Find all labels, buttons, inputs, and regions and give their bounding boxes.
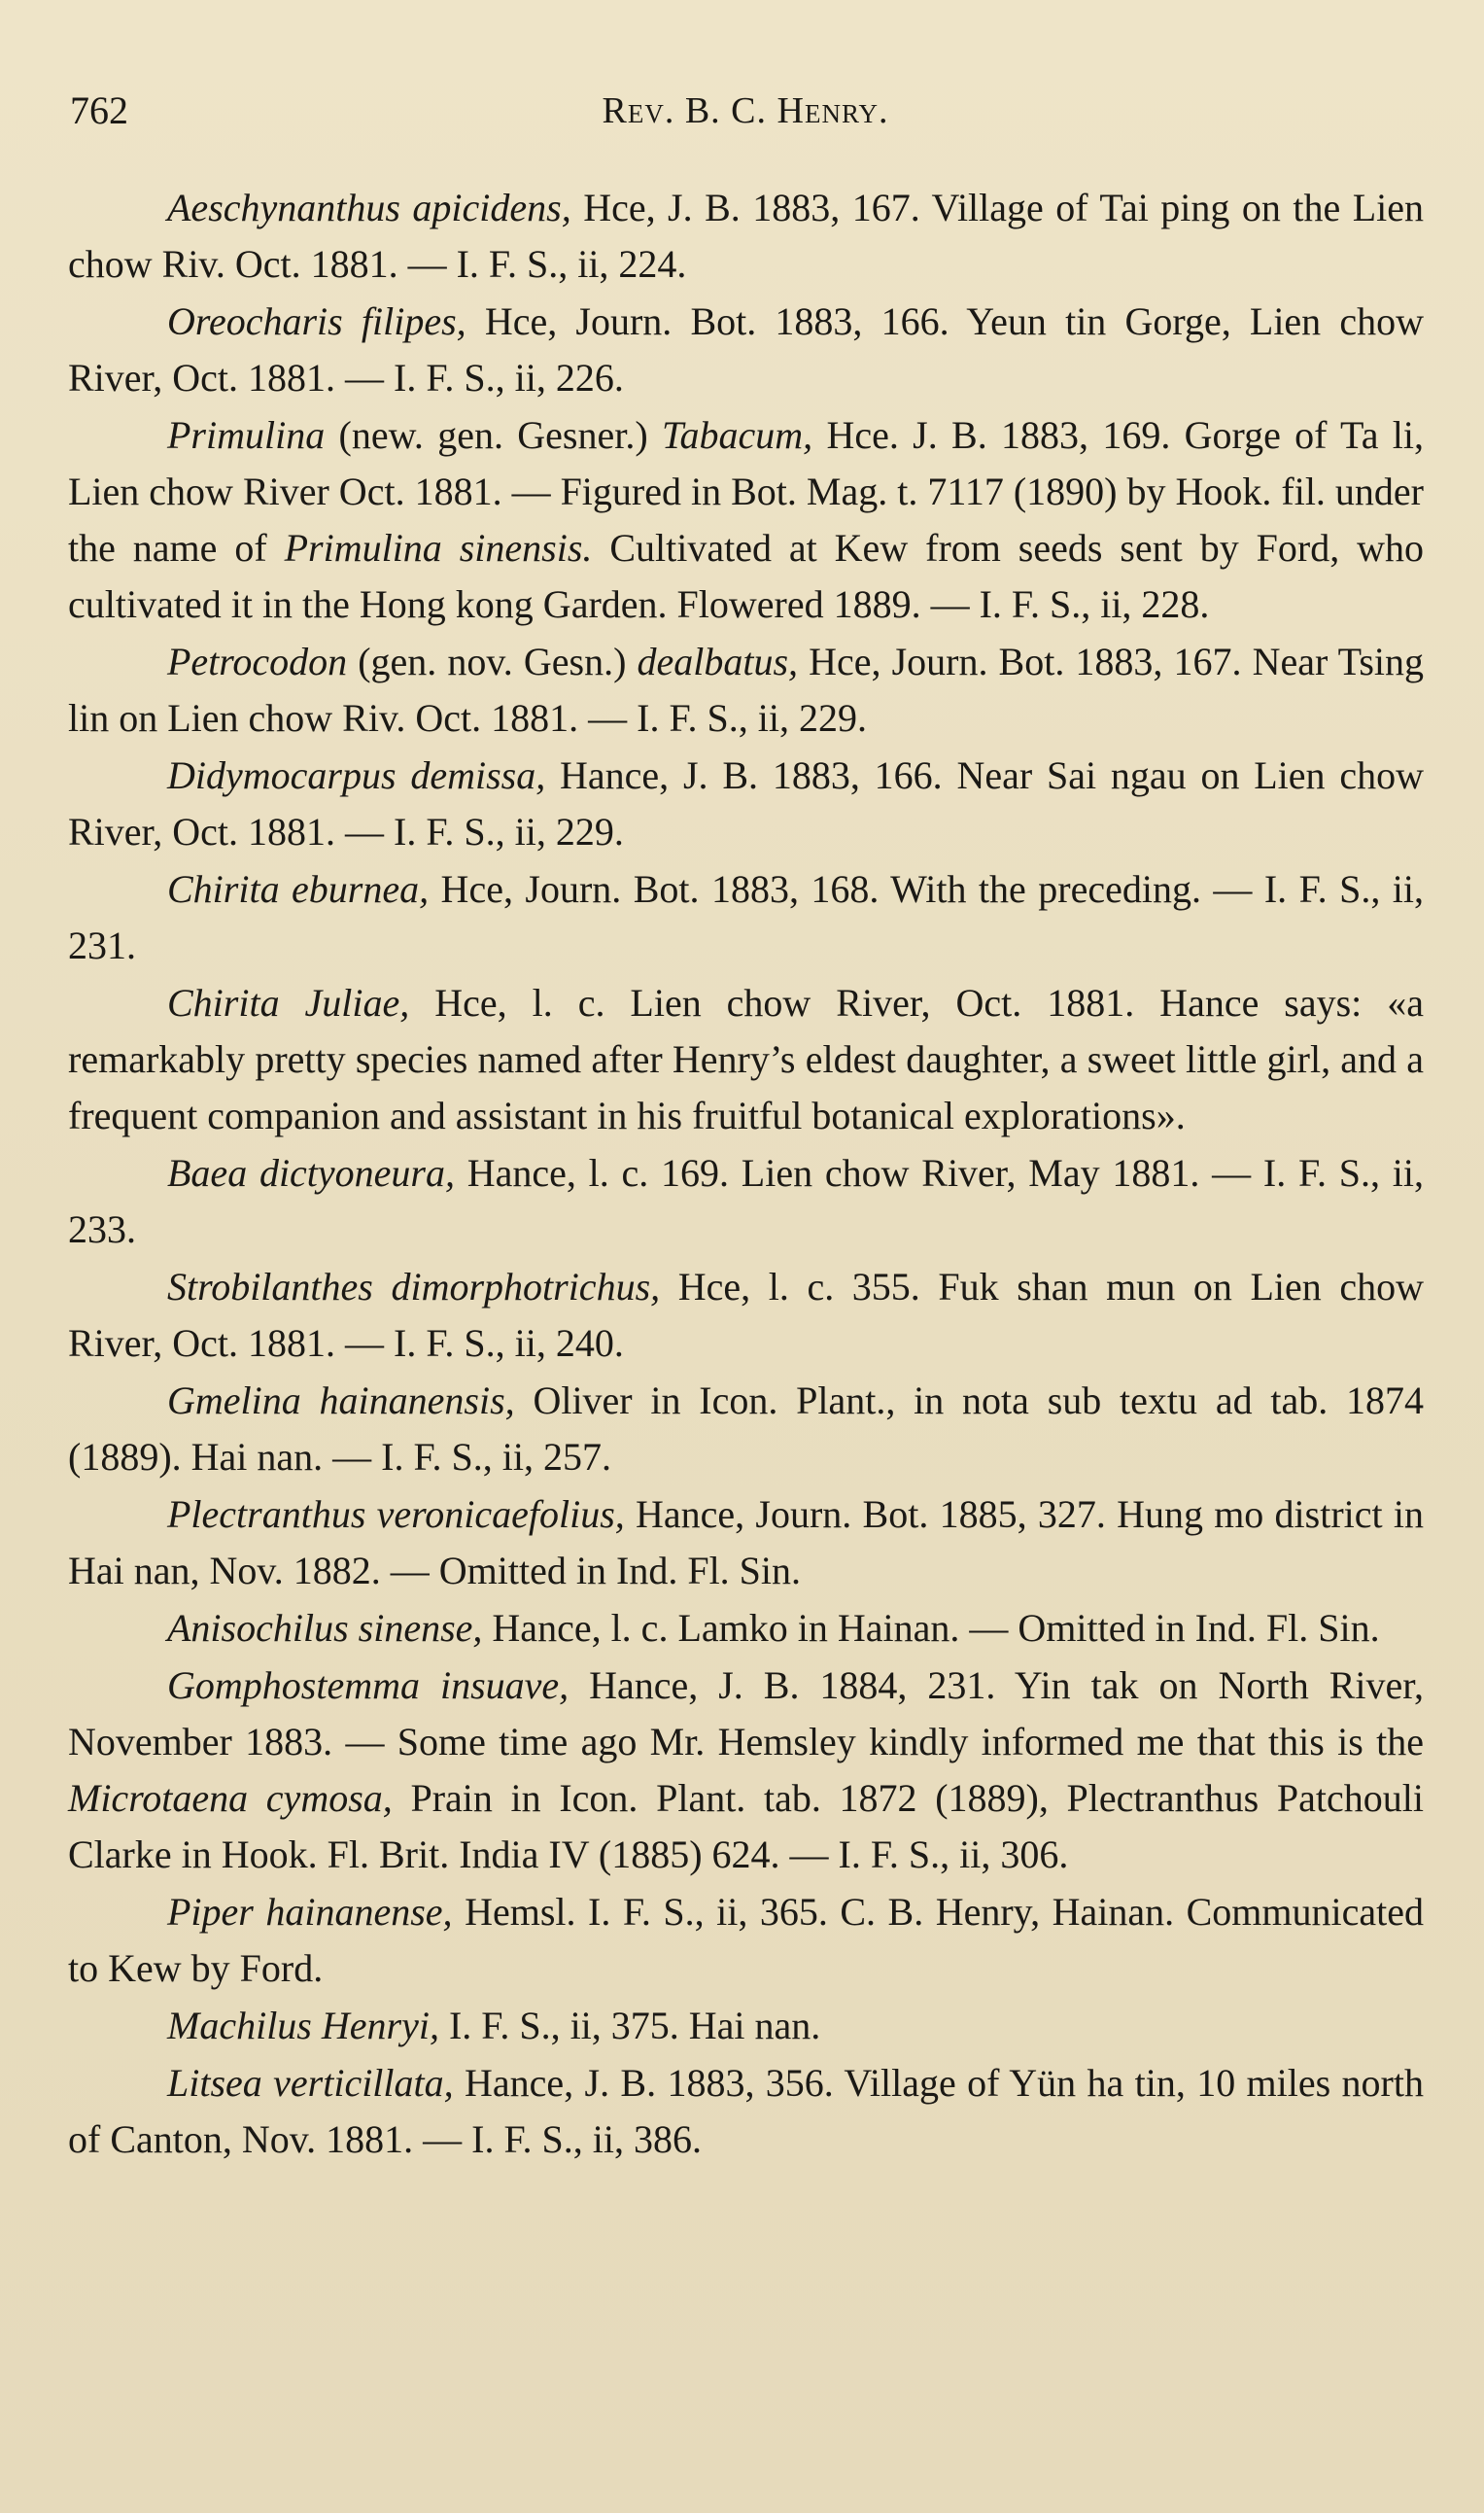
- taxon-name: Didymocarpus demissa,: [167, 753, 546, 797]
- species-entry: [68, 1486, 1424, 1599]
- species-entry: [68, 748, 1424, 860]
- species-entry: [68, 975, 1424, 1144]
- taxon-name: Petrocodon: [167, 640, 348, 683]
- taxon-name: Aeschynanthus apicidens,: [167, 186, 571, 229]
- running-head: Rev. B. C. Henry.: [602, 90, 889, 131]
- taxon-name: Machilus Henryi,: [167, 2004, 439, 2047]
- species-entry: [68, 1600, 1424, 1657]
- entry-text: Hce. J. B. 1883, 169. Gorge of Ta li, Lien chow River Oct. 1881. — Figured in Bot. Mag. t. 7117 (1890) by Hook. fil. under the name of: [68, 413, 1424, 570]
- species-entry: [68, 2055, 1424, 2168]
- species-entry: [68, 1658, 1424, 1883]
- entry-intro: (gen. nov. Gesn.): [347, 640, 638, 683]
- species-entry: [68, 861, 1424, 974]
- species-list: [68, 180, 1424, 2169]
- page-number: 762: [70, 88, 128, 132]
- entry-text: Oliver in Icon. Plant., in nota sub textu ad tab. 1874 (1889). Hai nan. — I. F. S., ii, 257.: [68, 1379, 1424, 1479]
- taxon-name: Oreocharis filipes,: [167, 299, 466, 343]
- taxon-name: Chirita eburnea,: [167, 867, 430, 911]
- cited-taxon: Microtaena cymosa,: [68, 1776, 393, 1820]
- species-entry: [68, 1145, 1424, 1258]
- entry-text: Hance, J. B. 1883, 166. Near Sai ngau on Lien chow River, Oct. 1881. — I. F. S., ii, 229.: [68, 753, 1424, 854]
- taxon-name: Piper hainanense,: [167, 1890, 453, 1934]
- entry-text: Hce, l. c. Lien chow River, Oct. 1881. Hance says: «a remarkably pretty species named after Henry’s eldest daughter, a sweet little girl, and a frequent companion and assistant in his fruitful botanical explorations».: [68, 981, 1425, 1137]
- taxon-name-part: Tabacum,: [661, 413, 813, 457]
- species-entry: [68, 1998, 1424, 2054]
- entry-text: Hce, J. B. 1883, 167. Village of Tai ping on the Lien chow Riv. Oct. 1881. — I. F. S., ii, 224.: [68, 186, 1424, 286]
- taxon-name: Baea dictyoneura,: [167, 1151, 455, 1195]
- taxon-name: Anisochilus sinense,: [167, 1606, 483, 1650]
- entry-text: Hce, Journ. Bot. 1883, 166. Yeun tin Gorge, Lien chow River, Oct. 1881. — I. F. S., ii, 226.: [68, 299, 1424, 400]
- species-entry: [68, 1373, 1424, 1485]
- taxon-name: Strobilanthes dimorphotrichus,: [167, 1265, 661, 1309]
- species-entry: [68, 1884, 1424, 1997]
- entry-text: Hce, Journ. Bot. 1883, 167. Near Tsing lin on Lien chow Riv. Oct. 1881. — I. F. S., ii, 229.: [68, 640, 1424, 740]
- taxon-name: Gomphostemma insuave,: [167, 1663, 569, 1707]
- taxon-name-part: dealbatus,: [637, 640, 799, 683]
- entry-text: Hance, J. B. 1883, 356. Village of Yün ha tin, 10 miles north of Canton, Nov. 1881. — I. F. S., ii, 386.: [68, 2061, 1424, 2161]
- cited-taxon: Primulina sinensis.: [284, 526, 593, 570]
- entry-text: Hance, J. B. 1884, 231. Yin tak on North River, November 1883. — Some time ago Mr. Hemsley kindly informed me that this is the: [68, 1663, 1424, 1763]
- species-entry: [68, 1259, 1424, 1372]
- species-entry: [68, 294, 1424, 406]
- taxon-name: Litsea verticillata,: [167, 2061, 454, 2105]
- species-entry: [68, 180, 1424, 293]
- taxon-name: Primulina: [167, 413, 326, 457]
- entry-text: Hce, l. c. 355. Fuk shan mun on Lien chow River, Oct. 1881. — I. F. S., ii, 240.: [68, 1265, 1424, 1365]
- entry-text: Hance, l. c. Lamko in Hainan. — Omitted in Ind. Fl. Sin.: [482, 1606, 1380, 1650]
- species-entry: [68, 407, 1424, 633]
- entry-text: I. F. S., ii, 375. Hai nan.: [438, 2004, 821, 2047]
- taxon-name: Chirita Juliae,: [167, 981, 410, 1025]
- entry-text: Hance, l. c. 169. Lien chow River, May 1881. — I. F. S., ii, 233.: [68, 1151, 1424, 1251]
- entry-text-continued: Cultivated at Kew from seeds sent by Ford, who cultivated it in the Hong kong Garden. Flowered 1889. — I. F. S., ii, 228.: [68, 526, 1424, 626]
- entry-text-continued: Prain in Icon. Plant. tab. 1872 (1889), Plectranthus Patchouli Clarke in Hook. Fl. Brit. India IV (1885) 624. — I. F. S., ii, 306.: [68, 1776, 1424, 1876]
- entry-intro: (new. gen. Gesner.): [325, 413, 662, 457]
- page-header: [70, 86, 1421, 136]
- entry-text: Hemsl. I. F. S., ii, 365. C. B. Henry, Hainan. Communicated to Kew by Ford.: [68, 1890, 1424, 1990]
- species-entry: [68, 634, 1424, 747]
- entry-text: Hance, Journ. Bot. 1885, 327. Hung mo district in Hai nan, Nov. 1882. — Omitted in Ind. Fl. Sin.: [68, 1492, 1424, 1592]
- taxon-name: Gmelina hainanensis,: [167, 1379, 515, 1422]
- taxon-name: Plectranthus veronicaefolius,: [167, 1492, 625, 1536]
- entry-text: Hce, Journ. Bot. 1883, 168. With the preceding. — I. F. S., ii, 231.: [68, 867, 1424, 967]
